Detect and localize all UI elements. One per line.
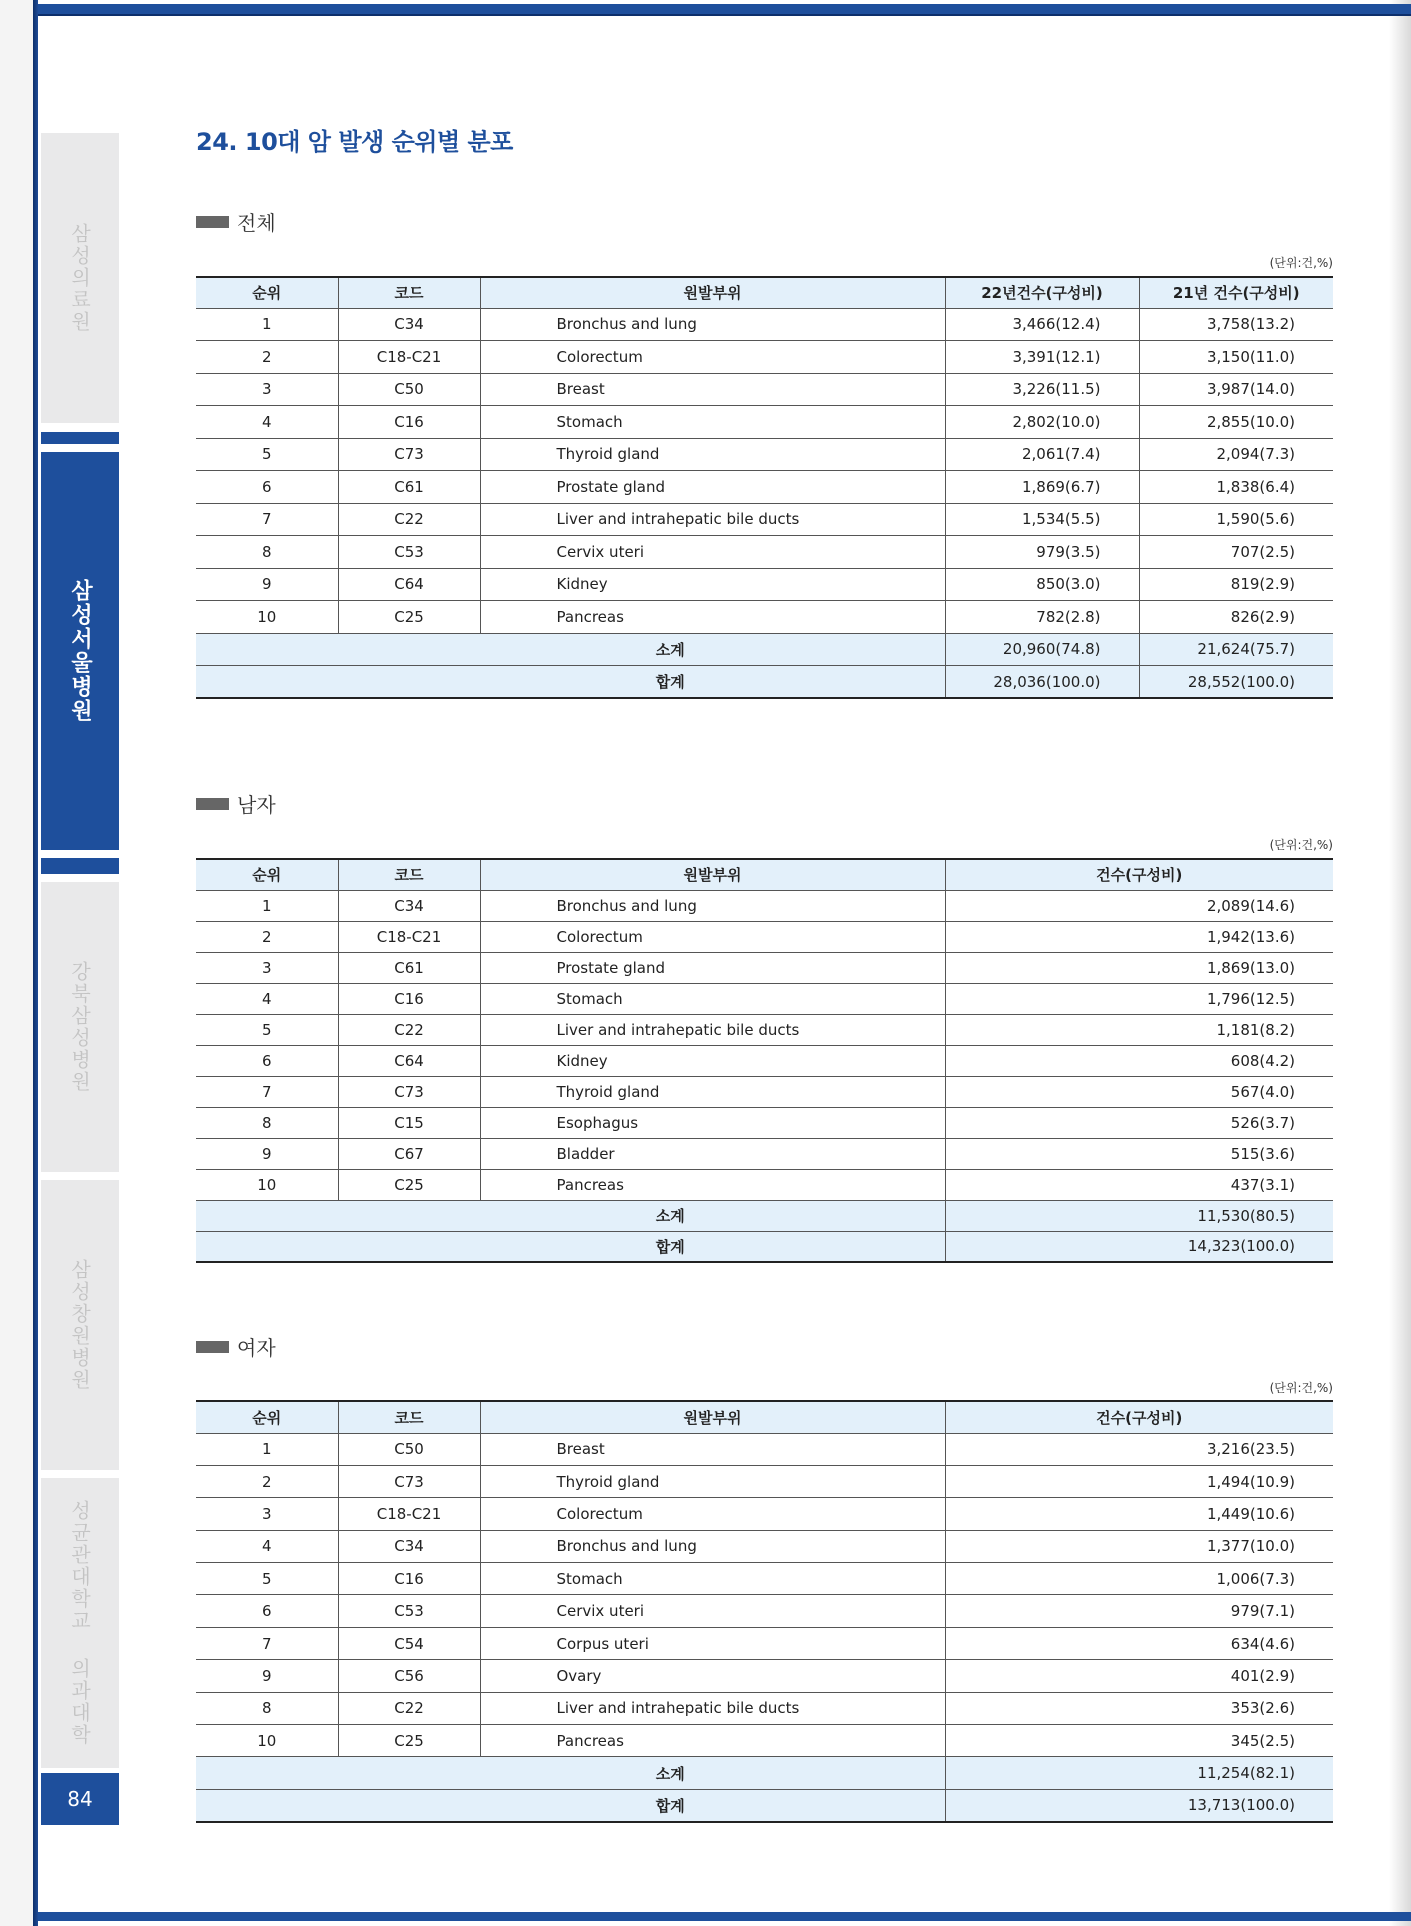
- count-cell: 1,796(12.5): [945, 983, 1333, 1014]
- code-cell: C18-C21: [338, 921, 480, 952]
- count-2021-cell: 707(2.5): [1139, 536, 1333, 569]
- code-cell: C22: [338, 503, 480, 536]
- count-cell: 1,494(10.9): [945, 1465, 1333, 1497]
- rank-cell: 8: [196, 1692, 338, 1724]
- table-row: [196, 1465, 1333, 1497]
- rank-cell: 1: [196, 890, 338, 921]
- table-row: [196, 406, 1333, 439]
- site-cell: Thyroid gland: [480, 1076, 945, 1107]
- header-site: 원발부위: [480, 277, 945, 308]
- subtotal-row-value: 11,530(80.5): [945, 1200, 1333, 1231]
- count-2021-cell: 2,094(7.3): [1139, 438, 1333, 471]
- rank-cell: 10: [196, 1169, 338, 1200]
- header-code: 코드: [338, 859, 480, 890]
- table-row: [196, 1045, 1333, 1076]
- code-cell: C34: [338, 1530, 480, 1562]
- subtotal-row-label: 소계: [196, 1200, 945, 1231]
- header-rank: 순위: [196, 1401, 338, 1433]
- table-row: [196, 952, 1333, 983]
- site-cell: Cervix uteri: [480, 536, 945, 569]
- site-cell: Prostate gland: [480, 471, 945, 504]
- grand-total-row-value-2022: 28,036(100.0): [945, 666, 1139, 699]
- rank-cell: 7: [196, 503, 338, 536]
- table-row: [196, 536, 1333, 569]
- count-cell: 3,466(12.4): [945, 308, 1139, 341]
- rank-cell: 9: [196, 568, 338, 601]
- count-2021-cell: 1,590(5.6): [1139, 503, 1333, 536]
- code-cell: C22: [338, 1692, 480, 1724]
- site-cell: Prostate gland: [480, 952, 945, 983]
- side-tab-medical-school[interactable]: 성균관대학교 의과대학: [41, 1478, 119, 1768]
- code-cell: C56: [338, 1660, 480, 1692]
- table-row: [196, 1076, 1333, 1107]
- table-row: [196, 1725, 1333, 1757]
- code-cell: C64: [338, 1045, 480, 1076]
- code-cell: C25: [338, 1725, 480, 1757]
- count-cell: 2,802(10.0): [945, 406, 1139, 439]
- count-2021-cell: 3,987(14.0): [1139, 373, 1333, 406]
- site-cell: Colorectum: [480, 1498, 945, 1530]
- table-row: [196, 1169, 1333, 1200]
- table-row: [196, 471, 1333, 504]
- grand-total-row-value: 14,323(100.0): [945, 1231, 1333, 1262]
- table-row: [196, 568, 1333, 601]
- count-cell: 345(2.5): [945, 1725, 1333, 1757]
- rank-cell: 9: [196, 1660, 338, 1692]
- code-cell: C53: [338, 1595, 480, 1627]
- site-cell: Thyroid gland: [480, 438, 945, 471]
- rank-cell: 9: [196, 1138, 338, 1169]
- code-cell: C25: [338, 1169, 480, 1200]
- grand-total-row: [196, 666, 1333, 699]
- subtotal-row: [196, 1200, 1333, 1231]
- table-row: [196, 890, 1333, 921]
- header-count: 건수(구성비): [945, 1401, 1333, 1433]
- unit-note-male: (단위:건,%): [1269, 838, 1333, 852]
- table-row: [196, 1014, 1333, 1045]
- site-cell: Bronchus and lung: [480, 308, 945, 341]
- site-cell: Corpus uteri: [480, 1627, 945, 1659]
- count-cell: 515(3.6): [945, 1138, 1333, 1169]
- section-label-total: 전체: [196, 207, 276, 236]
- rank-cell: 5: [196, 1014, 338, 1045]
- table-total: [196, 276, 1333, 699]
- count-cell: 437(3.1): [945, 1169, 1333, 1200]
- site-cell: Stomach: [480, 406, 945, 439]
- count-cell: 401(2.9): [945, 1660, 1333, 1692]
- rank-cell: 6: [196, 471, 338, 504]
- count-cell: 3,391(12.1): [945, 341, 1139, 374]
- count-cell: 3,216(23.5): [945, 1433, 1333, 1465]
- section-marker-icon: [196, 798, 229, 810]
- count-cell: 979(7.1): [945, 1595, 1333, 1627]
- side-tab-active-cap: [41, 432, 119, 444]
- grand-total-row-value: 13,713(100.0): [945, 1789, 1333, 1821]
- table-row: [196, 1563, 1333, 1595]
- grand-total-row: [196, 1789, 1333, 1821]
- code-cell: C64: [338, 568, 480, 601]
- section-label-male: 남자: [196, 789, 276, 818]
- code-cell: C67: [338, 1138, 480, 1169]
- site-cell: Breast: [480, 373, 945, 406]
- table-row: [196, 308, 1333, 341]
- site-cell: Bronchus and lung: [480, 1530, 945, 1562]
- grand-total-row-label: 합계: [196, 666, 945, 699]
- site-cell: Thyroid gland: [480, 1465, 945, 1497]
- header-count-2021: 21년 건수(구성비): [1139, 277, 1333, 308]
- count-cell: 1,942(13.6): [945, 921, 1333, 952]
- side-tab-changwon-hospital[interactable]: 삼성창원병원: [41, 1180, 119, 1470]
- code-cell: C18-C21: [338, 341, 480, 374]
- rank-cell: 5: [196, 438, 338, 471]
- site-cell: Bronchus and lung: [480, 890, 945, 921]
- subtotal-row: [196, 1757, 1333, 1789]
- rank-cell: 7: [196, 1076, 338, 1107]
- site-cell: Liver and intrahepatic bile ducts: [480, 1014, 945, 1045]
- code-cell: C54: [338, 1627, 480, 1659]
- code-cell: C18-C21: [338, 1498, 480, 1530]
- site-cell: Liver and intrahepatic bile ducts: [480, 503, 945, 536]
- rank-cell: 4: [196, 983, 338, 1014]
- section-marker-icon: [196, 1341, 229, 1353]
- count-2021-cell: 3,758(13.2): [1139, 308, 1333, 341]
- count-cell: 2,089(14.6): [945, 890, 1333, 921]
- side-tab-seoul-hospital[interactable]: 삼성서울병원: [41, 452, 119, 850]
- header-code: 코드: [338, 277, 480, 308]
- table-row: [196, 1692, 1333, 1724]
- subtotal-row-label: 소계: [196, 1757, 945, 1789]
- table-row: [196, 1627, 1333, 1659]
- count-2021-cell: 1,838(6.4): [1139, 471, 1333, 504]
- rank-cell: 5: [196, 1563, 338, 1595]
- rank-cell: 7: [196, 1627, 338, 1659]
- rank-cell: 1: [196, 1433, 338, 1465]
- code-cell: C73: [338, 1076, 480, 1107]
- site-cell: Pancreas: [480, 601, 945, 634]
- section-marker-icon: [196, 216, 229, 228]
- rank-cell: 3: [196, 952, 338, 983]
- grand-total-row-value-2021: 28,552(100.0): [1139, 666, 1333, 699]
- rank-cell: 8: [196, 1107, 338, 1138]
- count-cell: 1,449(10.6): [945, 1498, 1333, 1530]
- rank-cell: 1: [196, 308, 338, 341]
- rank-cell: 2: [196, 341, 338, 374]
- site-cell: Cervix uteri: [480, 1595, 945, 1627]
- site-cell: Colorectum: [480, 921, 945, 952]
- code-cell: C22: [338, 1014, 480, 1045]
- table-row: [196, 1107, 1333, 1138]
- site-cell: Pancreas: [480, 1169, 945, 1200]
- code-cell: C25: [338, 601, 480, 634]
- count-cell: 567(4.0): [945, 1076, 1333, 1107]
- code-cell: C16: [338, 406, 480, 439]
- site-cell: Breast: [480, 1433, 945, 1465]
- unit-note-female: (단위:건,%): [1269, 1381, 1333, 1395]
- code-cell: C16: [338, 983, 480, 1014]
- rank-cell: 10: [196, 601, 338, 634]
- table-row: [196, 373, 1333, 406]
- site-cell: Stomach: [480, 1563, 945, 1595]
- rank-cell: 4: [196, 406, 338, 439]
- site-cell: Esophagus: [480, 1107, 945, 1138]
- code-cell: C61: [338, 471, 480, 504]
- count-cell: 1,534(5.5): [945, 503, 1139, 536]
- rank-cell: 6: [196, 1045, 338, 1076]
- subtotal-row: [196, 633, 1333, 666]
- rank-cell: 10: [196, 1725, 338, 1757]
- rank-cell: 3: [196, 1498, 338, 1530]
- table-row: [196, 1530, 1333, 1562]
- site-cell: Liver and intrahepatic bile ducts: [480, 1692, 945, 1724]
- count-cell: 1,006(7.3): [945, 1563, 1333, 1595]
- count-cell: 2,061(7.4): [945, 438, 1139, 471]
- count-cell: 782(2.8): [945, 601, 1139, 634]
- header-code: 코드: [338, 1401, 480, 1433]
- rank-cell: 4: [196, 1530, 338, 1562]
- count-cell: 526(3.7): [945, 1107, 1333, 1138]
- count-cell: 850(3.0): [945, 568, 1139, 601]
- grand-total-row-label: 합계: [196, 1231, 945, 1262]
- grand-total-row: [196, 1231, 1333, 1262]
- site-cell: Stomach: [480, 983, 945, 1014]
- code-cell: C50: [338, 373, 480, 406]
- page-edge: [1389, 0, 1411, 1926]
- side-tab-medical-center[interactable]: 삼성의료원: [41, 133, 119, 423]
- header-count: 건수(구성비): [945, 859, 1333, 890]
- subtotal-row-value-2021: 21,624(75.7): [1139, 633, 1333, 666]
- count-2021-cell: 3,150(11.0): [1139, 341, 1333, 374]
- side-tab-active-cap-bottom: [41, 858, 119, 874]
- table-row: [196, 341, 1333, 374]
- subtotal-row-value: 11,254(82.1): [945, 1757, 1333, 1789]
- table-row: [196, 983, 1333, 1014]
- rank-cell: 2: [196, 921, 338, 952]
- header-rank: 순위: [196, 277, 338, 308]
- table-male: [196, 858, 1333, 1263]
- code-cell: C50: [338, 1433, 480, 1465]
- code-cell: C16: [338, 1563, 480, 1595]
- code-cell: C73: [338, 1465, 480, 1497]
- rank-cell: 3: [196, 373, 338, 406]
- count-cell: 634(4.6): [945, 1627, 1333, 1659]
- table-row: [196, 1660, 1333, 1692]
- header-count-2022: 22년건수(구성비): [945, 277, 1139, 308]
- header-rank: 순위: [196, 859, 338, 890]
- unit-note-total: (단위:건,%): [1269, 256, 1333, 270]
- top-border-bar: [38, 4, 1411, 14]
- count-cell: 608(4.2): [945, 1045, 1333, 1076]
- table-female: [196, 1400, 1333, 1823]
- table-row: [196, 1433, 1333, 1465]
- count-cell: 3,226(11.5): [945, 373, 1139, 406]
- subtotal-row-value-2022: 20,960(74.8): [945, 633, 1139, 666]
- header-site: 원발부위: [480, 1401, 945, 1433]
- table-row: [196, 921, 1333, 952]
- rank-cell: 2: [196, 1465, 338, 1497]
- grand-total-row-label: 합계: [196, 1789, 945, 1821]
- page-title: 24. 10대 암 발생 순위별 분포: [196, 128, 513, 156]
- table-row: [196, 438, 1333, 471]
- table-row: [196, 503, 1333, 536]
- count-2021-cell: 826(2.9): [1139, 601, 1333, 634]
- code-cell: C15: [338, 1107, 480, 1138]
- code-cell: C34: [338, 308, 480, 341]
- side-tab-kangbuk-hospital[interactable]: 강북삼성병원: [41, 882, 119, 1172]
- subtotal-row-label: 소계: [196, 633, 945, 666]
- site-cell: Kidney: [480, 568, 945, 601]
- site-cell: Ovary: [480, 1660, 945, 1692]
- count-cell: 1,869(6.7): [945, 471, 1139, 504]
- site-cell: Bladder: [480, 1138, 945, 1169]
- site-cell: Colorectum: [480, 341, 945, 374]
- page-number: 84: [41, 1773, 119, 1825]
- table-row: [196, 1498, 1333, 1530]
- count-2021-cell: 2,855(10.0): [1139, 406, 1333, 439]
- count-cell: 353(2.6): [945, 1692, 1333, 1724]
- table-row: [196, 1595, 1333, 1627]
- header-site: 원발부위: [480, 859, 945, 890]
- section-label-female: 여자: [196, 1332, 276, 1361]
- table-row: [196, 1138, 1333, 1169]
- table-row: [196, 601, 1333, 634]
- code-cell: C61: [338, 952, 480, 983]
- code-cell: C73: [338, 438, 480, 471]
- code-cell: C34: [338, 890, 480, 921]
- site-cell: Pancreas: [480, 1725, 945, 1757]
- count-cell: 1,869(13.0): [945, 952, 1333, 983]
- rank-cell: 6: [196, 1595, 338, 1627]
- count-2021-cell: 819(2.9): [1139, 568, 1333, 601]
- code-cell: C53: [338, 536, 480, 569]
- count-cell: 1,377(10.0): [945, 1530, 1333, 1562]
- count-cell: 1,181(8.2): [945, 1014, 1333, 1045]
- count-cell: 979(3.5): [945, 536, 1139, 569]
- site-cell: Kidney: [480, 1045, 945, 1076]
- bottom-border-bar: [38, 1912, 1411, 1921]
- rank-cell: 8: [196, 536, 338, 569]
